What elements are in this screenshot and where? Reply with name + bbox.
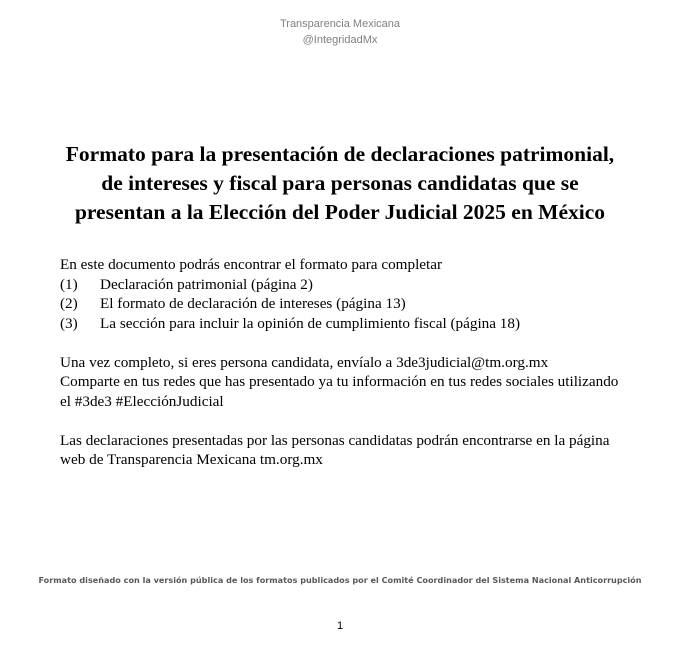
list-item-number: (3) [60,314,78,332]
share-line: Comparte en tus redes que has presentado ya tu información en tus redes sociales utilizando [60,373,619,390]
submission-line: Una vez completo, si eres persona candidata, envíalo a 3de3judicial@tm.org.mx [60,353,549,371]
list-item-number: (1) [60,275,78,293]
footer-note: Formato diseñado con la versión pública de los formatos publicados por el Comité Coordinador del Sistema Nacional Anticorrupción [38,575,642,585]
intro-text: En este documento podrás encontrar el formato para completar [60,256,443,273]
page-number: 1 [336,620,344,632]
document-body [60,255,660,470]
list-item-text: Declaración patrimonial (página 2) [100,275,313,293]
list-item [60,314,660,334]
hashtag-line: el #3de3 #ElecciónJudicial [60,392,224,410]
header-handle: @IntegridadMx [302,34,378,46]
title-line: presentan a la Elección del Poder Judicial 2025 en México [74,200,606,224]
list-item [60,294,660,314]
paragraph-spacer [60,411,660,431]
document-title [20,140,660,227]
list-item-text: El formato de declaración de intereses (página 13) [100,295,406,312]
publication-line: Las declaraciones presentadas por las personas candidatas podrán encontrarse en la página [60,431,610,449]
header-org-name: Transparencia Mexicana [279,18,401,30]
page-header [0,16,680,48]
list-item-text: La sección para incluir la opinión de cumplimiento fiscal (página 18) [100,314,521,332]
list-item-number: (2) [60,295,78,312]
paragraph-spacer [60,333,660,353]
title-line: Formato para la presentación de declaraciones patrimonial, [65,142,615,166]
list-item [60,275,660,295]
publication-line: web de Transparencia Mexicana tm.org.mx [60,451,323,468]
title-line: de intereses y fiscal para personas candidatas que se [101,171,579,195]
